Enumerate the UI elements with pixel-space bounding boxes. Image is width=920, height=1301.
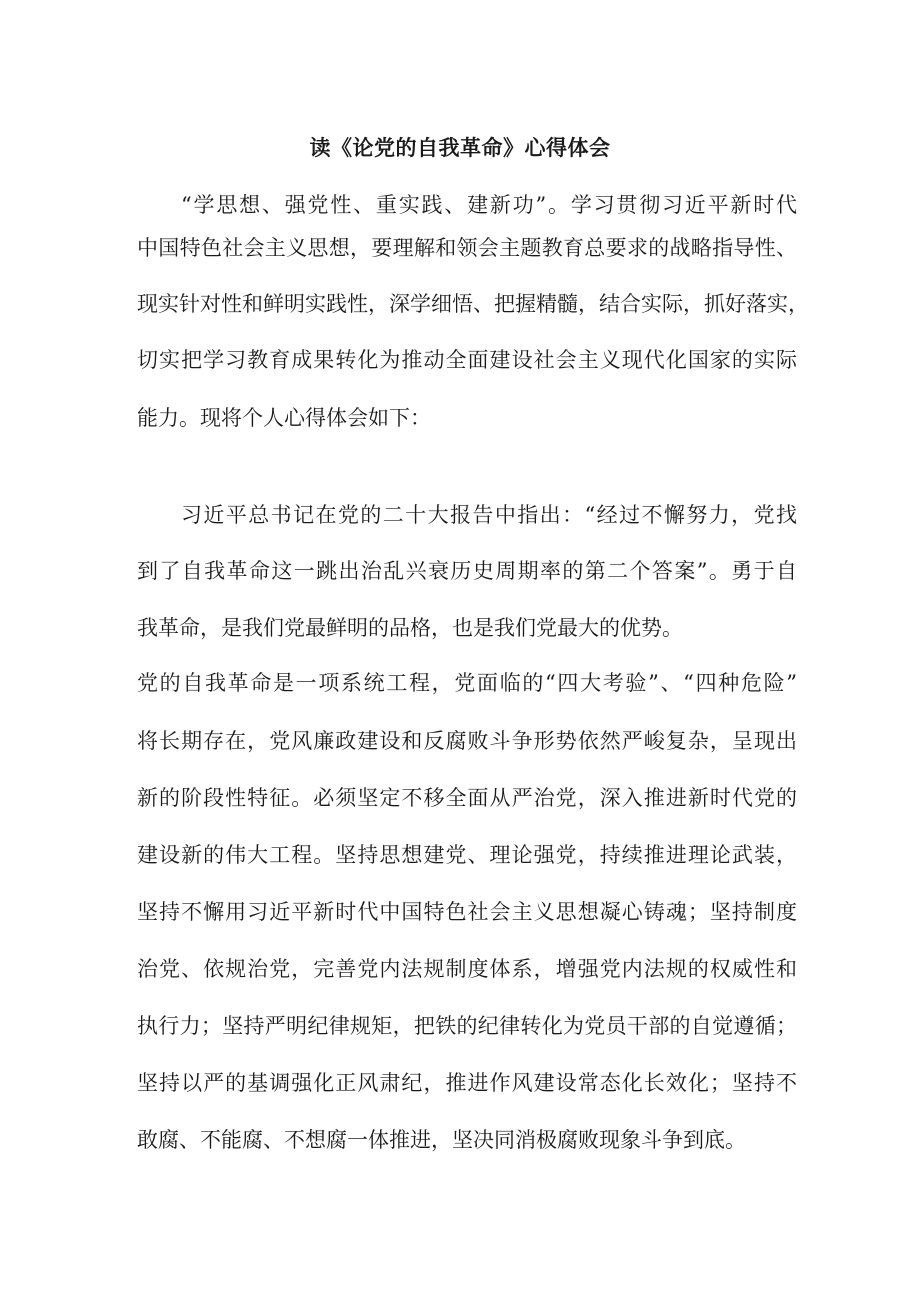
paragraph-3-line-5: 坚持不懈用习近平新时代中国特色社会主义思想凝心铸魂；坚持制度: [137, 900, 797, 924]
document-title: 读《论党的自我革命》心得体会: [309, 135, 611, 160]
paragraph-1-line-5: 能力。现将个人心得体会如下：: [137, 406, 431, 430]
paragraph-2-line-3: 我革命，是我们党最鲜明的品格，也是我们党最大的优势。: [137, 616, 683, 640]
paragraph-3-line-6: 治党、依规治党，完善党内法规制度体系，增强党内法规的权威性和: [137, 957, 797, 981]
paragraph-3-line-9: 敢腐、不能腐、不想腐一体推进，坚决同消极腐败现象斗争到底。: [137, 1128, 746, 1152]
paragraph-3-line-2: 将长期存在，党风廉政建设和反腐败斗争形势依然严峻复杂，呈现出: [137, 729, 797, 753]
paragraph-1-line-4: 切实把学习教育成果转化为推动全面建设社会主义现代化国家的实际: [137, 348, 797, 372]
paragraph-3-line-8: 坚持以严的基调强化正风肃纪，推进作风建设常态化长效化；坚持不: [137, 1071, 797, 1095]
paragraph-3-line-7: 执行力；坚持严明纪律规矩，把铁的纪律转化为党员干部的自觉遵循；: [137, 1014, 797, 1038]
paragraph-1-line-3: 现实针对性和鲜明实践性，深学细悟、把握精髓，结合实际，抓好落实，: [137, 292, 809, 316]
paragraph-2-line-1: 习近平总书记在党的二十大报告中指出：“经过不懈努力，党找: [181, 503, 797, 527]
paragraph-1-line-1: “学思想、强党性、重实践、建新功”。学习贯彻习近平新时代: [181, 193, 797, 217]
paragraph-2-line-2: 到了自我革命这一跳出治乱兴衰历史周期率的第二个答案”。勇于自: [137, 559, 797, 583]
paragraph-3-line-1: 党的自我革命是一项系统工程，党面临的“四大考验”、“四种危险”: [137, 671, 797, 695]
paragraph-1-line-2: 中国特色社会主义思想，要理解和领会主题教育总要求的战略指导性、: [137, 236, 797, 260]
paragraph-3-line-4: 建设新的伟大工程。坚持思想建党、理论强党，持续推进理论武装，: [137, 843, 797, 867]
paragraph-3-line-3: 新的阶段性特征。必须坚定不移全面从严治党，深入推进新时代党的: [137, 786, 797, 810]
